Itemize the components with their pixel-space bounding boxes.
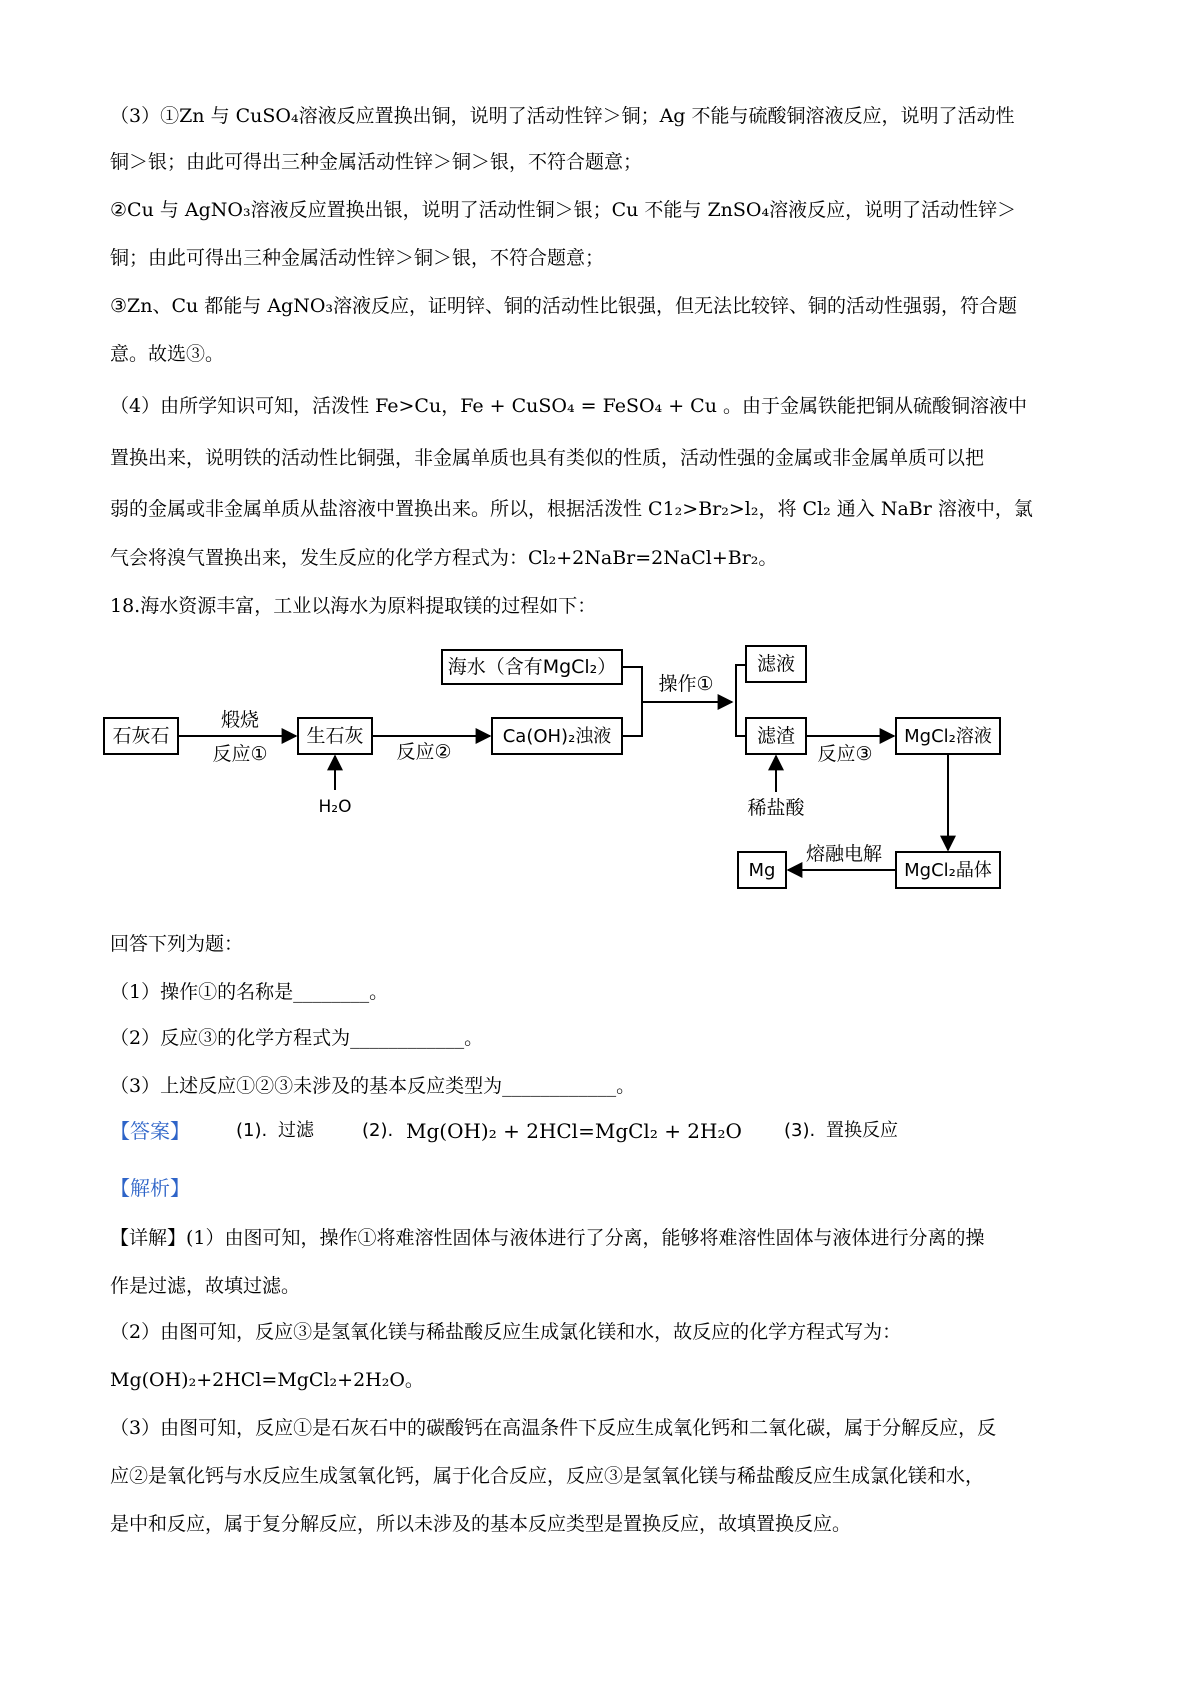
operation1-label: 操作① — [658, 673, 714, 695]
analysis-label: 【解析】 — [110, 1176, 190, 1200]
sub-question-2: （2）反应③的化学方程式为____________。 — [110, 1027, 484, 1049]
part3-line-2: 铜＞银；由此可得出三种金属活动性锌＞铜＞银，不符合题意； — [110, 151, 643, 173]
merge-line — [622, 667, 642, 736]
part4-line-3: 弱的金属或非金属单质从盐溶液中置换出来。所以，根据活泼性 C1₂>Br₂>l₂，将 Cl₂ 通入 NaBr 溶液中，氯 — [110, 498, 1033, 520]
part3-line-3: ②Cu 与 AgNO₃溶液反应置换出银，说明了活动性铜＞银；Cu 不能与 ZnSO₄溶液反应，说明了活动性锌＞ — [110, 199, 1017, 221]
answer-1-text: 过滤 — [278, 1120, 314, 1141]
process-flow-diagram — [100, 640, 1100, 900]
detail-line-3: （2）由图可知，反应③是氢氧化镁与稀盐酸反应生成氯化镁和水，故反应的化学方程式写为： — [110, 1321, 902, 1343]
question-18-title: 18.海水资源丰富，工业以海水为原料提取镁的过程如下： — [110, 595, 597, 617]
part4-line-2: 置换出来，说明铁的活动性比铜强，非金属单质也具有类似的性质，活动性强的金属或非金属单质可以把 — [110, 447, 985, 469]
mgcl2-solution-label: MgCl₂溶液 — [904, 726, 992, 747]
part4-line-4: 气会将溴气置换出来，发生反应的化学方程式为：Cl₂+2NaBr=2NaCl+Br₂。 — [110, 547, 778, 569]
filtrate-label: 滤液 — [756, 653, 796, 675]
part3-line-1: （3）①Zn 与 CuSO₄溶液反应置换出铜，说明了活动性锌＞铜；Ag 不能与硫酸铜溶液反应，说明了活动性 — [110, 105, 1015, 127]
limestone-label: 石灰石 — [112, 725, 170, 747]
mg-label: Mg — [748, 860, 776, 881]
sub-question-3: （3）上述反应①②③未涉及的基本反应类型为____________。 — [110, 1075, 636, 1097]
detail-line-1: 【详解】(1）由图可知，操作①将难溶性固体与液体进行了分离，能够将难溶性固体与液体进行分离的操 — [110, 1227, 985, 1249]
residue-label: 滤渣 — [756, 725, 796, 747]
calcine-label: 煅烧 — [220, 709, 260, 731]
part3-line-6: 意。故选③。 — [110, 343, 225, 365]
answer-prompt: 回答下列为题： — [110, 933, 244, 955]
split-line — [736, 665, 746, 736]
answer-label: 【答案】 — [110, 1119, 190, 1143]
electrolysis-label: 熔融电解 — [805, 843, 883, 865]
detail-line-7: 是中和反应，属于复分解反应，所以未涉及的基本反应类型是置换反应，故填置换反应。 — [110, 1513, 852, 1535]
part3-line-5: ③Zn、Cu 都能与 AgNO₃溶液反应，证明锌、铜的活动性比银强，但无法比较锌、铜的活动性强弱，符合题 — [110, 295, 1018, 317]
detail-line-2: 作是过滤，故填过滤。 — [110, 1275, 301, 1297]
reaction1-label: 反应① — [212, 743, 268, 765]
caoh2-label: Ca(OH)₂浊液 — [502, 726, 612, 747]
part3-line-4: 铜；由此可得出三种金属活动性锌＞铜＞银，不符合题意； — [110, 247, 605, 269]
quicklime-label: 生石灰 — [306, 725, 364, 747]
detail-line-4: Mg(OH)₂+2HCl=MgCl₂+2H₂O。 — [110, 1369, 424, 1391]
hcl-label: 稀盐酸 — [747, 797, 805, 819]
detail-line-5: （3）由图可知，反应①是石灰石中的碳酸钙在高温条件下反应生成氧化钙和二氧化碳，属于分解反应，反 — [110, 1417, 997, 1439]
part4-line-1: （4）由所学知识可知，活泼性 Fe>Cu，Fe + CuSO₄ = FeSO₄ + Cu 。由于金属铁能把铜从硫酸铜溶液中 — [110, 395, 1027, 417]
water-label: H₂O — [318, 797, 352, 817]
answer-3-text: 置换反应 — [826, 1120, 898, 1141]
detail-line-6: 应②是氧化钙与水反应生成氢氧化钙，属于化合反应，反应③是氢氧化镁与稀盐酸反应生成氯化镁和水， — [110, 1465, 985, 1487]
answer-2-equation: Mg(OH)₂ + 2HCl=MgCl₂ + 2H₂O — [406, 1119, 742, 1143]
answer-2-number: (2). — [362, 1120, 394, 1141]
reaction3-label: 反应③ — [817, 743, 873, 765]
mgcl2-crystal-label: MgCl₂晶体 — [904, 860, 992, 881]
reaction2-label: 反应② — [396, 741, 452, 763]
sub-question-1: （1）操作①的名称是________。 — [110, 981, 389, 1003]
answer-1-number: (1). — [236, 1120, 268, 1141]
seawater-label: 海水（含有MgCl₂） — [447, 656, 617, 678]
answer-3-number: (3). — [784, 1120, 816, 1141]
